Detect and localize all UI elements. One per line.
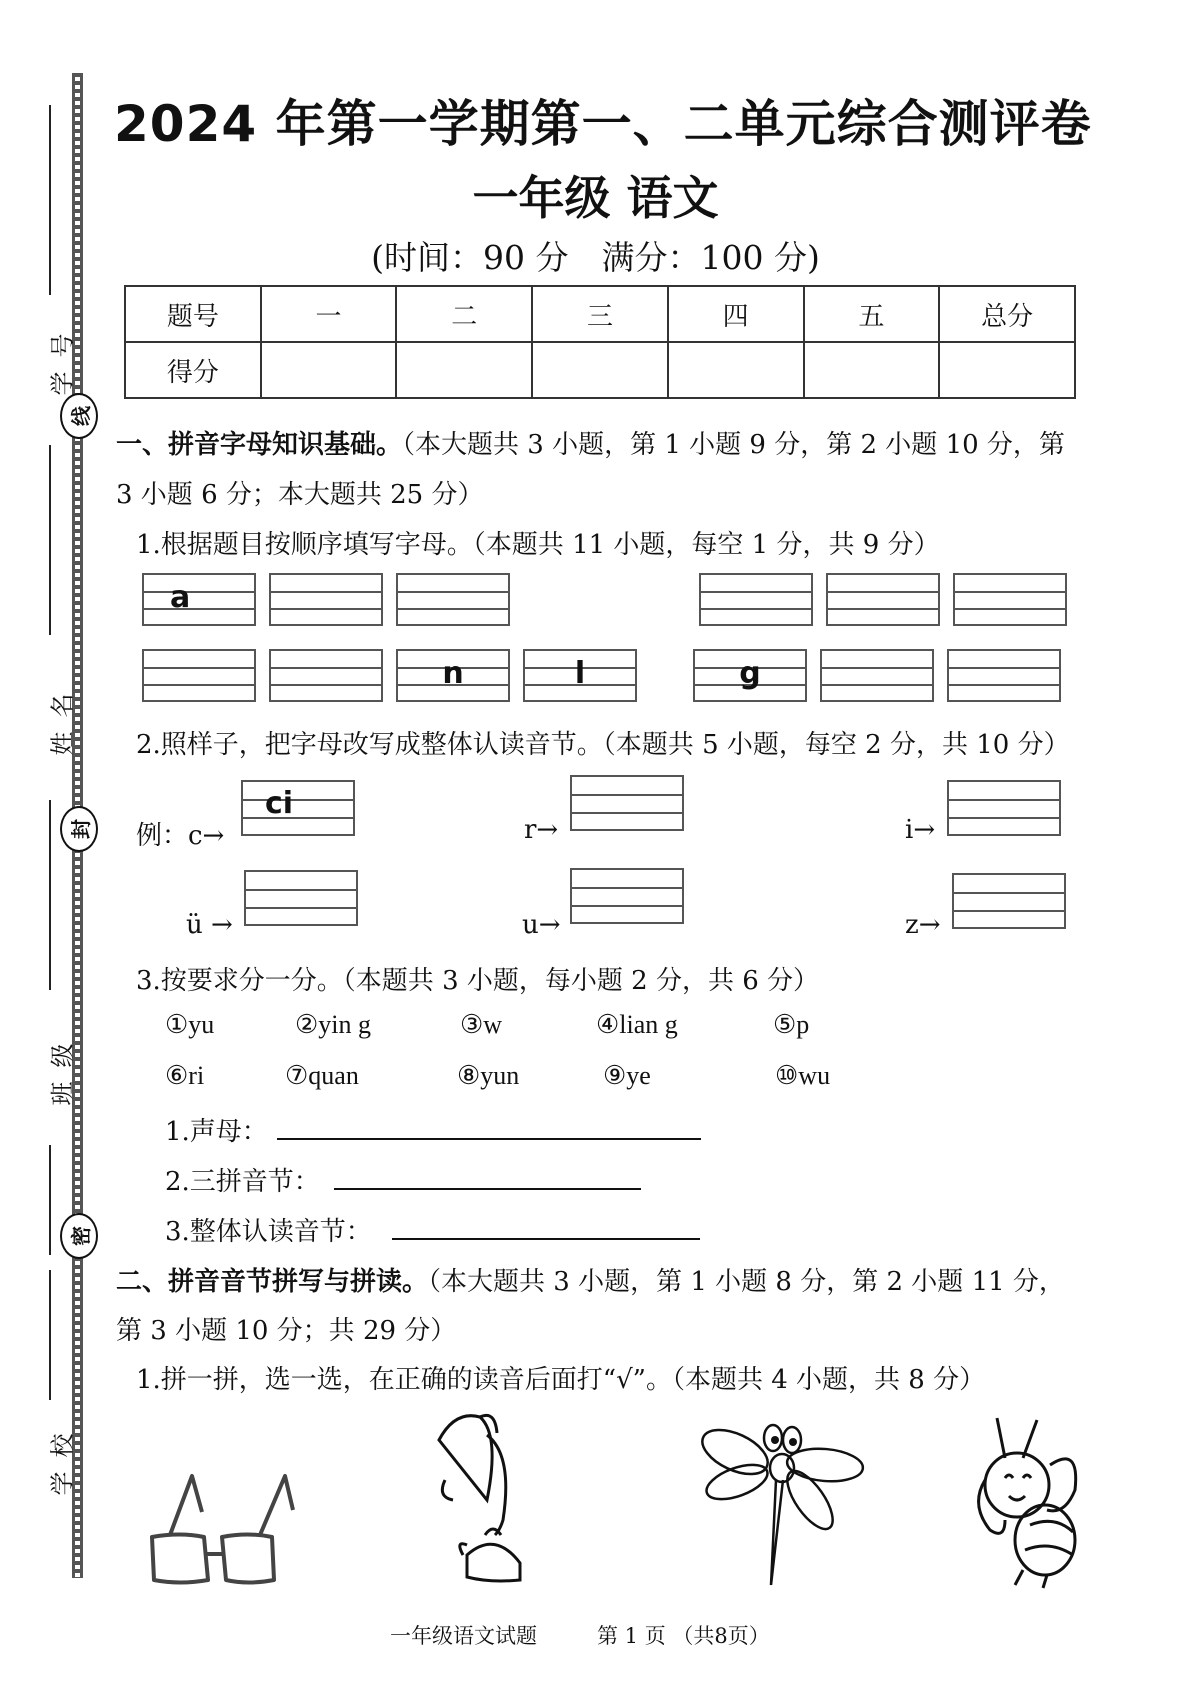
footer-subject: 一年级语文试题 <box>390 1624 537 1648</box>
header-cell: 总分 <box>939 286 1075 342</box>
bee-picture <box>965 1410 1095 1590</box>
syllable-grid-u-umlaut[interactable] <box>244 870 358 926</box>
section2-note: （本大题共 3 小题，第 1 小题 8 分，第 2 小题 11 分， <box>428 1267 1065 1297</box>
fill-label-whole-syllables: 3.整体认读音节： <box>165 1217 372 1247</box>
syllable-grid-u[interactable] <box>570 868 684 924</box>
fill-blank-initials[interactable] <box>277 1138 701 1140</box>
syllable-grid-r[interactable] <box>570 775 684 831</box>
header-cell: 题号 <box>125 286 261 342</box>
item-label-r: r→ <box>524 815 559 845</box>
fill-label-three-part: 2.三拼音节： <box>165 1167 320 1197</box>
header-cell: 五 <box>804 286 940 342</box>
s1-q2-prompt: 2.照样子，把字母改写成整体认读音节。（本题共 5 小题，每空 2 分，共 10 分） <box>136 730 1070 760</box>
section2-heading-line <box>116 1261 1065 1298</box>
name-line <box>49 445 51 635</box>
section2-heading: 二、拼音音节拼写与拼读。 <box>116 1267 429 1297</box>
class-line-2 <box>49 1145 51 1255</box>
desk-lamp-picture <box>425 1405 535 1585</box>
s2-q1-prompt: 1.拼一拼，选一选，在正确的读音后面打“√”。（本题共 4 小题，共 8 分） <box>136 1365 986 1395</box>
fill-blank-whole-syllables[interactable] <box>392 1238 700 1240</box>
score-table-header-row <box>125 286 1075 342</box>
letter: n <box>442 656 464 691</box>
option: ③w <box>460 1010 503 1039</box>
section1-note-line2: 3 小题 6 分；本大题共 25 分） <box>116 480 484 510</box>
dragonfly-picture <box>695 1420 875 1590</box>
header-cell: 一 <box>261 286 397 342</box>
seal-mi: 密 <box>60 1213 98 1259</box>
s1-q1-prompt: 1.根据题目按顺序填写字母。（本题共 11 小题，每空 1 分，共 9 分） <box>136 530 940 560</box>
footer-page: 第 1 页 （共8页） <box>597 1624 770 1648</box>
section1-heading-line <box>116 424 1065 461</box>
section2-note-line2: 第 3 小题 10 分；共 29 分） <box>116 1316 457 1346</box>
score-cell[interactable] <box>532 342 668 398</box>
page-footer <box>390 1620 830 1650</box>
letter-grid[interactable] <box>269 573 383 626</box>
example-label: 例：c→ <box>136 821 225 851</box>
item-label-u-umlaut: ü → <box>186 910 233 940</box>
student-id-label: 学号 <box>48 319 77 396</box>
letter-grid[interactable] <box>953 573 1067 626</box>
letter: l <box>574 656 586 691</box>
s1-q3-prompt: 3.按要求分一分。（本题共 3 小题，每小题 2 分，共 6 分） <box>136 966 820 996</box>
seal-xian: 线 <box>60 393 98 439</box>
option: ⑩wu <box>775 1061 831 1090</box>
class-line <box>49 860 51 990</box>
score-cell[interactable] <box>668 342 804 398</box>
score-cell[interactable] <box>804 342 940 398</box>
letter-grid[interactable] <box>396 573 510 626</box>
school-line <box>49 1270 51 1400</box>
fill-label-initials: 1.声母： <box>165 1117 268 1147</box>
item-label-u: u→ <box>522 910 561 940</box>
fill-blank-three-part[interactable] <box>334 1188 641 1190</box>
syllable-grid-i[interactable] <box>947 780 1061 836</box>
item-label-i: i→ <box>905 815 936 845</box>
header-cell: 二 <box>396 286 532 342</box>
section1-note: （本大题共 3 小题，第 1 小题 9 分，第 2 小题 10 分，第 <box>402 430 1065 460</box>
class-label: 班级 <box>48 1029 77 1106</box>
letter-grid[interactable] <box>820 649 934 702</box>
school-label: 学校 <box>48 1419 77 1496</box>
score-table <box>124 285 1076 399</box>
letter-grid[interactable] <box>142 649 256 702</box>
letter-grid[interactable] <box>699 573 813 626</box>
letter: a <box>170 580 191 615</box>
example-grid <box>241 780 355 836</box>
glasses-picture <box>140 1440 320 1590</box>
option: ④lian g <box>596 1010 678 1039</box>
header-cell: 四 <box>668 286 804 342</box>
score-cell[interactable] <box>396 342 532 398</box>
letter-grid[interactable] <box>947 649 1061 702</box>
exam-subtitle: 一年级 语文 <box>472 171 719 225</box>
syllable-grid-z[interactable] <box>952 873 1066 929</box>
option: ①yu <box>165 1010 215 1039</box>
letter-grid[interactable] <box>523 649 637 702</box>
letter-grid[interactable] <box>826 573 940 626</box>
score-cell[interactable] <box>939 342 1075 398</box>
exam-title: 2024 年第一学期第一、二单元综合测评卷 <box>114 95 1092 153</box>
letter-grid[interactable] <box>269 649 383 702</box>
score-cell[interactable] <box>261 342 397 398</box>
option: ⑥ri <box>165 1061 205 1090</box>
name-label: 姓名 <box>48 679 77 756</box>
letter: g <box>739 656 761 691</box>
option: ⑧yun <box>457 1061 520 1090</box>
letter-grid[interactable] <box>693 649 807 702</box>
example-answer: ci <box>265 786 294 821</box>
option: ⑤p <box>773 1010 810 1039</box>
item-label-z: z→ <box>905 910 941 940</box>
letter-grid[interactable] <box>396 649 510 702</box>
exam-time-score-info: (时间：90 分 满分：100 分) <box>371 238 820 277</box>
section1-heading: 一、拼音字母知识基础。 <box>116 430 403 460</box>
letter-grid[interactable] <box>142 573 256 626</box>
header-cell: 三 <box>532 286 668 342</box>
option: ⑦quan <box>285 1061 359 1090</box>
option: ②yin g <box>295 1010 372 1039</box>
seal-feng: 封 <box>60 806 98 852</box>
score-table-score-row <box>125 342 1075 398</box>
score-row-label: 得分 <box>125 342 261 398</box>
option: ⑨ye <box>603 1061 651 1090</box>
